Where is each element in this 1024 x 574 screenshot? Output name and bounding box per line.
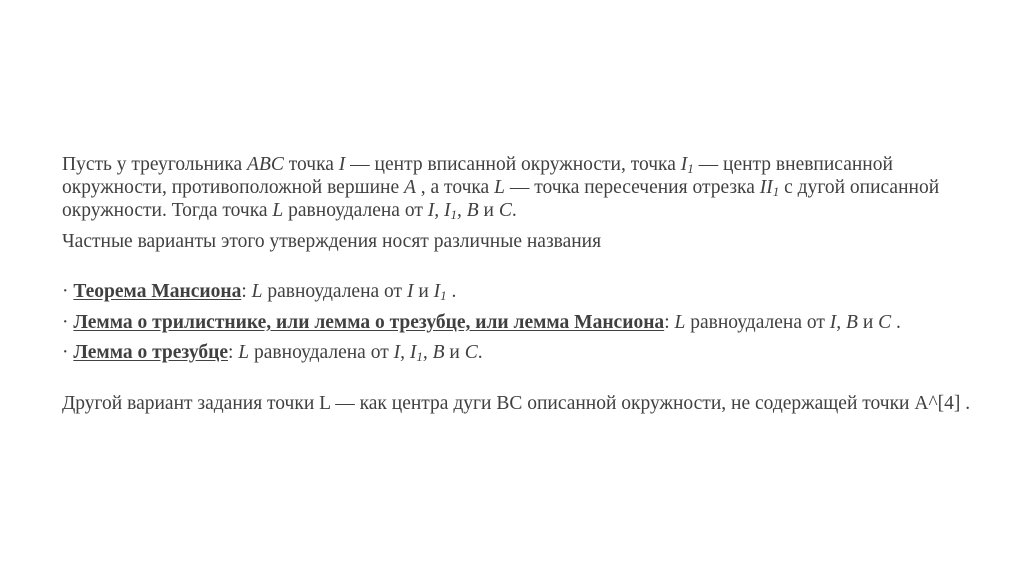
text-fragment: . — [446, 281, 457, 302]
math-i: I — [393, 342, 401, 363]
text-fragment: . — [477, 342, 483, 363]
text-fragment: : — [241, 281, 252, 302]
math-b: B — [846, 312, 858, 333]
math-i1: I — [443, 200, 451, 221]
math-comma: , — [400, 342, 410, 363]
math-i1: I — [433, 281, 441, 302]
text-fragment: и — [478, 200, 499, 221]
math-i: I — [406, 281, 414, 302]
text-fragment: и — [857, 312, 879, 333]
text-fragment: . — [511, 200, 517, 221]
math-l: L — [238, 342, 250, 363]
term-trillium-lemma[interactable]: Лемма о трилистнике, или лемма о трезубце, или лемма Мансиона — [73, 312, 665, 333]
text-fragment: — центр вневписанной окружности, противоположной вершине — [62, 154, 893, 198]
bullet-trillium-lemma — [62, 312, 982, 334]
math-a: A — [403, 177, 416, 198]
math-l: L — [494, 177, 505, 198]
math-l: L — [272, 200, 284, 221]
math-l: L — [251, 281, 263, 302]
math-subscript: 1 — [772, 184, 780, 199]
math-l: L — [674, 312, 686, 333]
math-comma: , — [422, 342, 433, 363]
math-subscript: 1 — [416, 349, 423, 364]
text-fragment: : — [228, 342, 239, 363]
text-fragment: : — [664, 312, 675, 333]
theorem-paragraph — [62, 154, 982, 223]
math-c: C — [878, 312, 892, 333]
bullet-mansion-theorem — [62, 281, 982, 304]
math-comma: , — [434, 200, 444, 221]
math-ii1: II — [759, 177, 773, 198]
term-mansion-theorem[interactable]: Теорема Мансиона — [73, 281, 242, 302]
math-i1: I — [680, 154, 688, 175]
bullet-dot: · — [62, 312, 74, 333]
text-fragment: . — [891, 312, 901, 333]
math-subscript: 1 — [687, 161, 694, 176]
text-fragment: с дугой описанной окружности. Тогда точка — [62, 177, 940, 221]
text-fragment: — центр вписанной окружности, точка — [345, 154, 681, 175]
bullet-trident-lemma — [62, 342, 982, 365]
math-c: C — [464, 342, 478, 363]
math-subscript: 1 — [440, 288, 447, 303]
term-trident-lemma[interactable]: Лемма о трезубце — [73, 342, 228, 363]
bullet-dot: · — [62, 342, 74, 363]
text-fragment: — точка пересечения отрезка — [504, 177, 760, 198]
text-fragment: точка — [283, 154, 339, 175]
intro-paragraph: Частные варианты этого утверждения носят различные названия — [62, 231, 602, 252]
text-fragment: и — [444, 342, 465, 363]
math-subscript: 1 — [450, 207, 457, 222]
math-abc: ABC — [247, 154, 284, 175]
math-i: I — [829, 312, 837, 333]
text-fragment: равноудалена от — [283, 200, 428, 221]
slide-content — [62, 154, 982, 415]
math-i: I — [338, 154, 346, 175]
math-i: I — [427, 200, 435, 221]
math-b: B — [432, 342, 445, 363]
text-fragment: Пусть у треугольника — [62, 154, 248, 175]
text-fragment: , а точка — [415, 177, 495, 198]
text-fragment: равноудалена от — [249, 342, 394, 363]
text-fragment: равноудалена от — [685, 312, 830, 333]
text-fragment: и — [413, 281, 434, 302]
alternative-definition-paragraph: Другой вариант задания точки L — как центра дуги BC описанной окружности, не содержащей точки A^[4] . — [62, 393, 971, 414]
math-i1: I — [409, 342, 417, 363]
math-comma: , — [836, 312, 847, 333]
math-b: B — [466, 200, 479, 221]
math-c: C — [498, 200, 512, 221]
bullet-dot: · — [62, 281, 74, 302]
text-fragment: равноудалена от — [262, 281, 407, 302]
math-comma: , — [456, 200, 467, 221]
